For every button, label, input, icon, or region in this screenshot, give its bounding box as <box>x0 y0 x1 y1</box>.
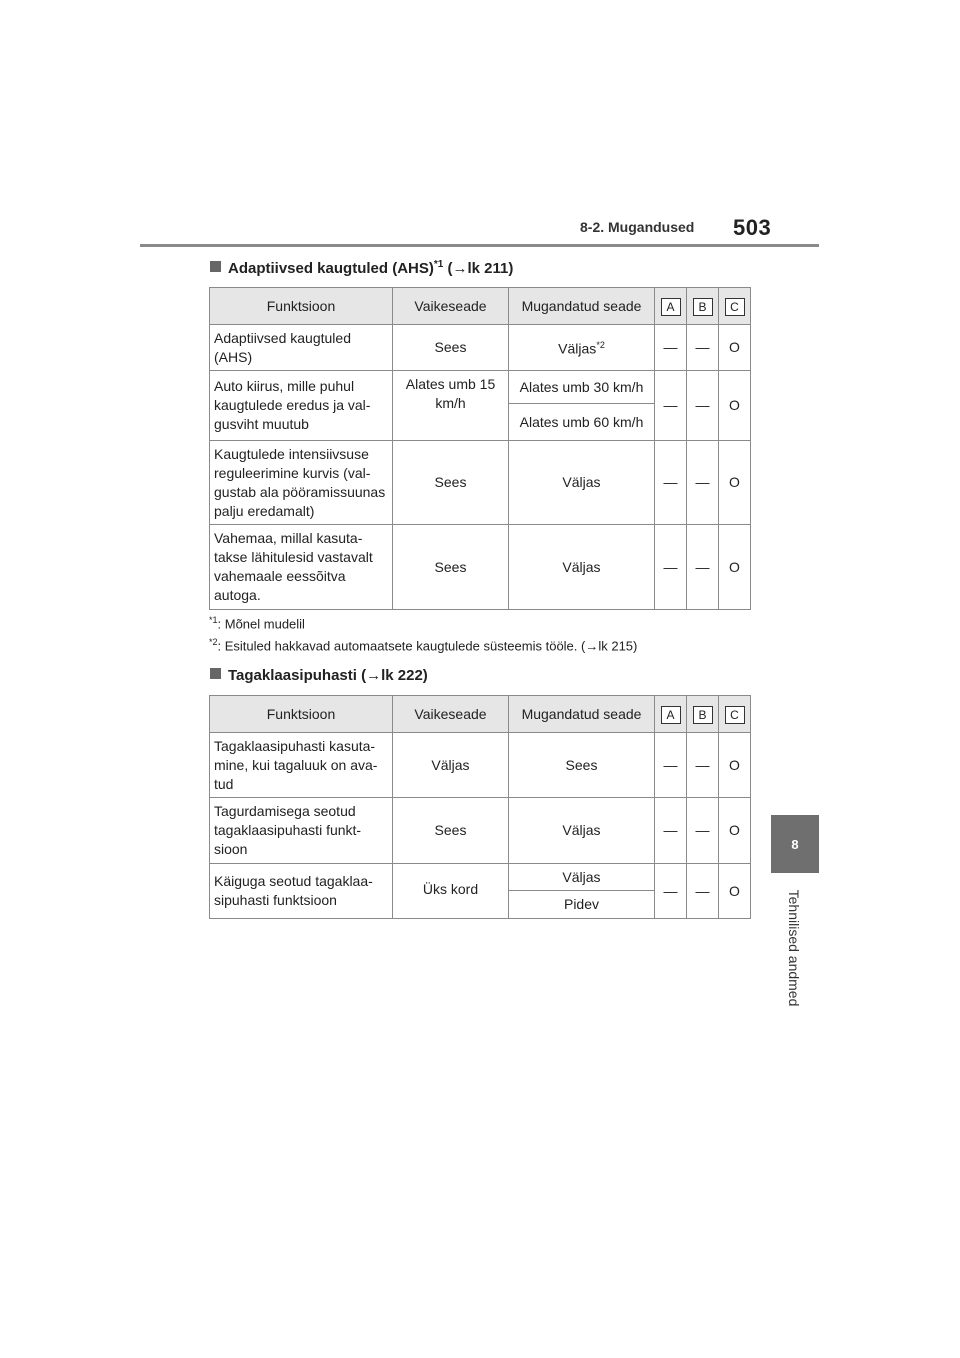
custom-cell: Sees <box>509 733 655 798</box>
square-bullet-icon <box>210 668 221 679</box>
section-header: 8-2. Mugandused <box>580 219 695 235</box>
function-cell: Käiguga seotud tagaklaa-sipuhasti funktsioon <box>210 864 393 919</box>
custom-cell: Väljas <box>509 864 655 891</box>
square-bullet-icon <box>210 261 221 272</box>
function-cell: Kaugtulede intensiivsuse reguleerimine kurvis (val-gustab ala pööramissuunas palju eredamalt) <box>210 441 393 525</box>
section-title-rear-wiper: Tagaklaasipuhasti (→lk 222) <box>210 667 428 684</box>
a-cell: — <box>655 733 687 798</box>
a-cell: — <box>655 441 687 525</box>
a-cell: — <box>655 325 687 371</box>
custom-cell: Väljas$^{*2}$ <box>509 325 655 371</box>
default-cell: Sees <box>393 325 509 371</box>
c-cell: O <box>719 371 751 441</box>
c-cell: O <box>719 798 751 864</box>
b-cell: — <box>687 864 719 919</box>
default-cell: Alates umb 15 km/h <box>393 371 509 441</box>
table-row <box>210 733 751 798</box>
table-header-row <box>210 288 751 325</box>
rear-wiper-settings-table <box>209 695 751 919</box>
b-cell: — <box>687 798 719 864</box>
c-cell: O <box>719 325 751 371</box>
column-header-b: B <box>687 288 719 325</box>
function-cell: Vahemaa, millal kasuta-takse lähitulesid vastavalt vahemaale eessõitva autoga. <box>210 525 393 610</box>
chapter-tab: 8 <box>771 815 819 873</box>
function-cell: Tagaklaasipuhasti kasuta-mine, kui tagaluuk on ava-tud <box>210 733 393 798</box>
default-cell: Üks kord <box>393 864 509 919</box>
table-row <box>210 525 751 610</box>
a-cell: — <box>655 525 687 610</box>
custom-cell: Väljas <box>509 525 655 610</box>
column-header-default: Vaikeseade <box>393 288 509 325</box>
column-header-function: Funktsioon <box>210 288 393 325</box>
column-header-c: C <box>719 288 751 325</box>
table-row <box>210 864 751 891</box>
function-cell: Auto kiirus, mille puhul kaugtulede eredus ja val-gusviht muutub <box>210 371 393 441</box>
b-cell: — <box>687 525 719 610</box>
b-cell: — <box>687 371 719 441</box>
table-row <box>210 798 751 864</box>
column-header-default: Vaikeseade <box>393 696 509 733</box>
table-row <box>210 371 751 404</box>
b-cell: — <box>687 441 719 525</box>
custom-cell: Pidev <box>509 891 655 919</box>
default-cell: Sees <box>393 525 509 610</box>
page-number: 503 <box>733 215 772 240</box>
a-cell: — <box>655 798 687 864</box>
column-header-a: A <box>655 696 687 733</box>
footnote: $^{*1}$: Mõnel mudelil <box>209 615 305 632</box>
ahs-settings-table <box>209 287 751 610</box>
a-cell: — <box>655 371 687 441</box>
custom-cell: Alates umb 30 km/h <box>509 371 655 404</box>
column-header-custom: Mugandatud seade <box>509 696 655 733</box>
column-header-c: C <box>719 696 751 733</box>
footnote: $^{*2}$: Esituled hakkavad automaatsete kaugtulede süsteemis tööle. (→lk 215) <box>209 637 638 654</box>
function-cell: Adaptiivsed kaugtuled (AHS) <box>210 325 393 371</box>
c-cell: O <box>719 733 751 798</box>
column-header-custom: Mugandatud seade <box>509 288 655 325</box>
column-header-function: Funktsioon <box>210 696 393 733</box>
c-cell: O <box>719 525 751 610</box>
column-header-b: B <box>687 696 719 733</box>
c-cell: O <box>719 864 751 919</box>
function-cell: Tagurdamisega seotud tagaklaasipuhasti funkt-sioon <box>210 798 393 864</box>
table-row <box>210 441 751 525</box>
custom-cell: Väljas <box>509 441 655 525</box>
section-title-ahs: Adaptiivsed kaugtuled (AHS)$^{*1}$ (→lk 211) <box>210 259 513 277</box>
table-header-row <box>210 696 751 733</box>
b-cell: — <box>687 733 719 798</box>
default-cell: Väljas <box>393 733 509 798</box>
a-cell: — <box>655 864 687 919</box>
column-header-a: A <box>655 288 687 325</box>
default-cell: Sees <box>393 798 509 864</box>
c-cell: O <box>719 441 751 525</box>
header-divider <box>140 244 819 247</box>
custom-cell: Väljas <box>509 798 655 864</box>
custom-cell: Alates umb 60 km/h <box>509 404 655 441</box>
table-row <box>210 325 751 371</box>
b-cell: — <box>687 325 719 371</box>
default-cell: Sees <box>393 441 509 525</box>
chapter-label: Tehnilised andmed <box>786 889 802 1007</box>
